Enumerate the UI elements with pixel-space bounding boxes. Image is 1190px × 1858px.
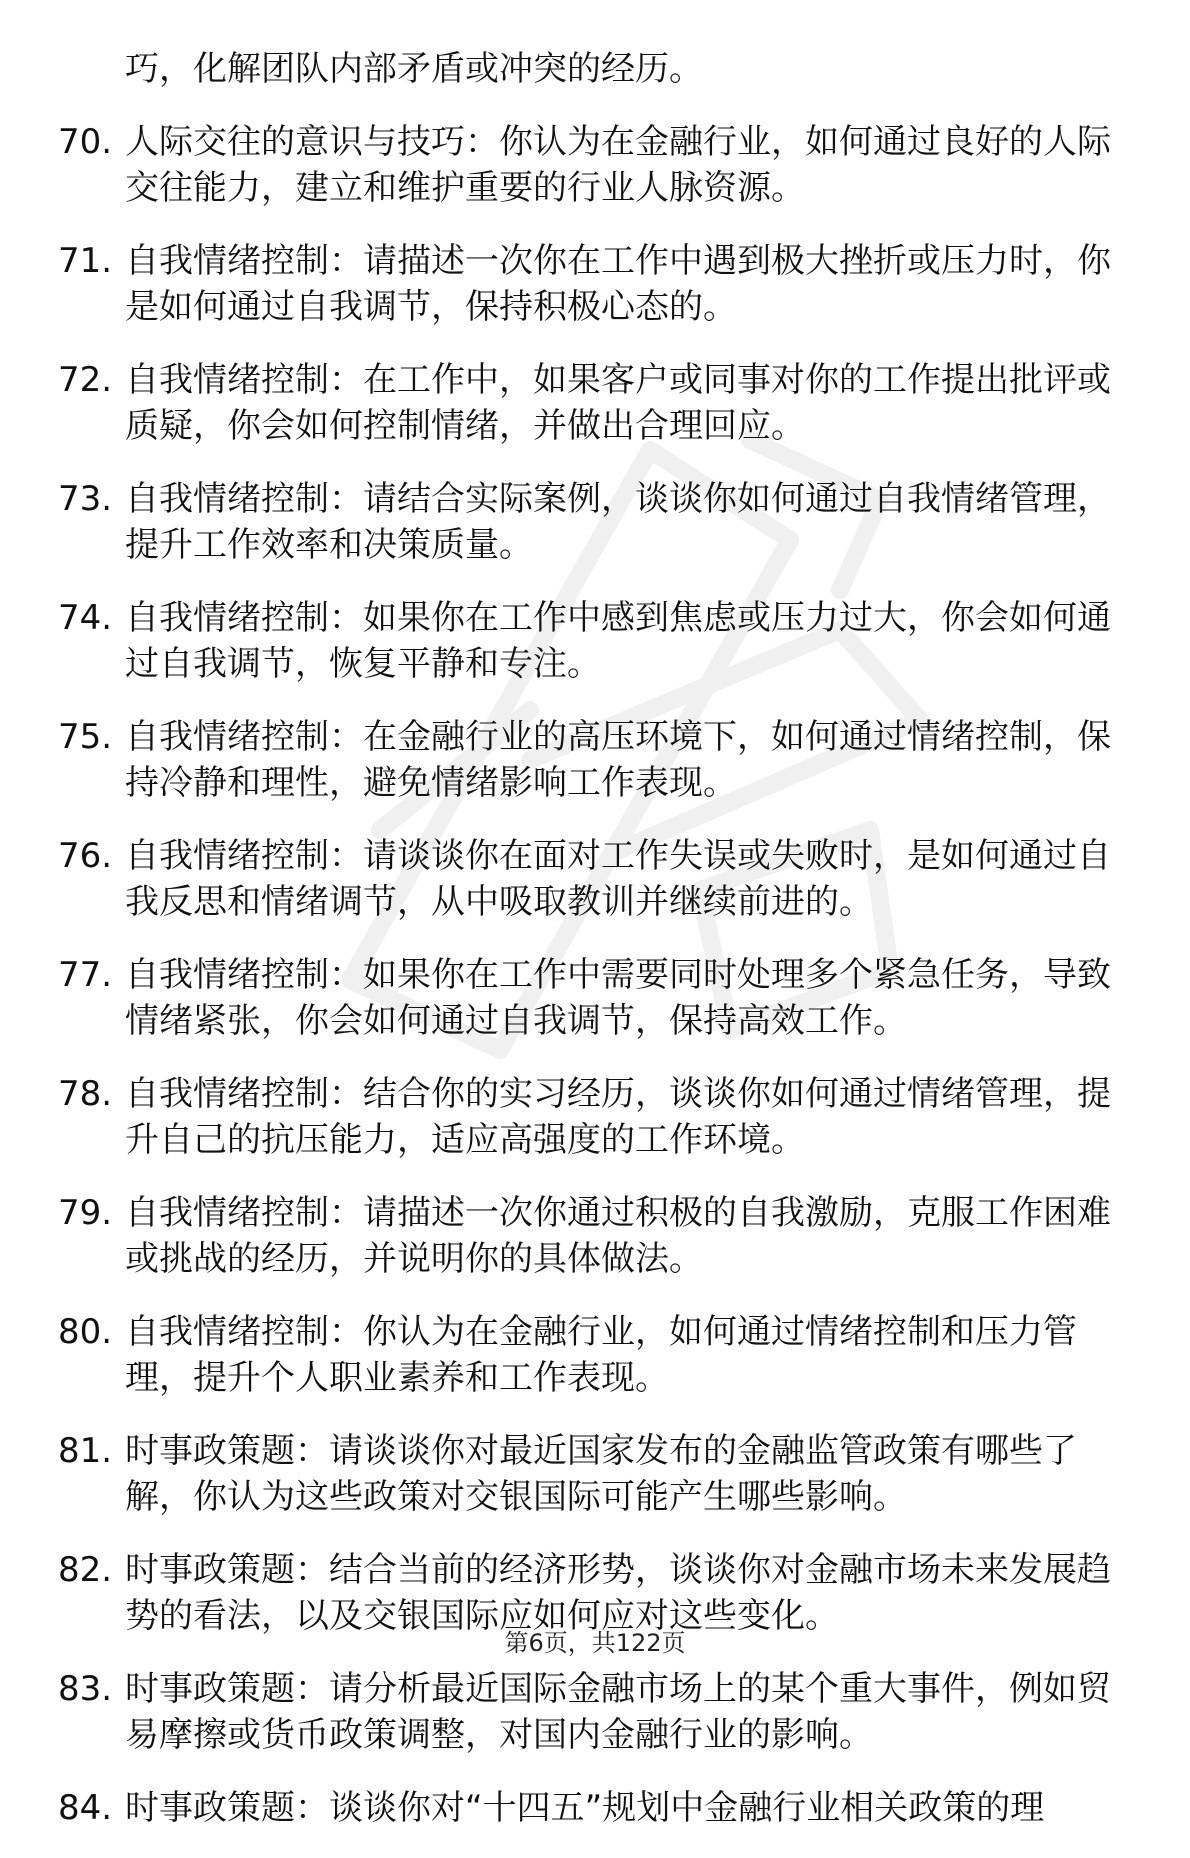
list-item-text: 自我情绪控制：如果你在工作中需要同时处理多个紧急任务，导致情绪紧张，你会如何通过自我调节，保持高效工作。 [125,955,1111,1041]
list-item-text: 自我情绪控制：请描述一次你通过积极的自我激励，克服工作困难或挑战的经历，并说明你的具体做法。 [125,1193,1111,1279]
list-item-text: 自我情绪控制：如果你在工作中感到焦虑或压力过大，你会如何通过自我调节，恢复平静和专注。 [125,598,1111,684]
document-body [58,46,1120,1858]
list-item-text: 人际交往的意识与技巧：你认为在金融行业，如何通过良好的人际交往能力，建立和维护重要的行业人脉资源。 [125,122,1111,208]
list-item-number: 80. [58,1312,113,1352]
list-item-text: 自我情绪控制：请描述一次你在工作中遇到极大挫折或压力时，你是如何通过自我调节，保持积极心态的。 [125,241,1111,327]
list-item-number: 75. [58,717,113,757]
list-item [58,119,1120,211]
list-item [58,476,1120,568]
list-item-number: 77. [58,955,113,995]
list-item [58,1666,1120,1758]
list-item-text: 自我情绪控制：请结合实际案例，谈谈你如何通过自我情绪管理，提升工作效率和决策质量。 [125,479,1111,565]
list-item [58,595,1120,687]
list-item-text: 自我情绪控制：在金融行业的高压环境下，如何通过情绪控制，保持冷静和理性，避免情绪影响工作表现。 [125,717,1111,803]
list-item [58,1428,1120,1520]
list-item-number: 79. [58,1193,113,1233]
list-item-text: 时事政策题：结合当前的经济形势，谈谈你对金融市场未来发展趋势的看法，以及交银国际应如何应对这些变化。 [125,1550,1111,1636]
page-footer: 第6页，共122页 [504,1629,686,1657]
list-item [58,714,1120,806]
list-item [58,1071,1120,1163]
list-item [58,1190,1120,1282]
list-item [58,833,1120,925]
list-item [58,1785,1120,1831]
list-item-text: 自我情绪控制：结合你的实习经历，谈谈你如何通过情绪管理，提升自己的抗压能力，适应高强度的工作环境。 [125,1074,1111,1160]
list-item-number: 81. [58,1431,113,1471]
list-item-text: 自我情绪控制：在工作中，如果客户或同事对你的工作提出批评或质疑，你会如何控制情绪，并做出合理回应。 [125,360,1111,446]
list-item [58,1547,1120,1639]
list-item-text: 自我情绪控制：你认为在金融行业，如何通过情绪控制和压力管理，提升个人职业素养和工作表现。 [125,1312,1077,1398]
list-item [58,1309,1120,1401]
list-item [58,357,1120,449]
list-item-text: 时事政策题：谈谈你对“十四五”规划中金融行业相关政策的理 [125,1788,1045,1828]
list-item-number: 78. [58,1074,113,1114]
list-item [58,238,1120,330]
list-item-text: 自我情绪控制：请谈谈你在面对工作失误或失败时，是如何通过自我反思和情绪调节，从中吸取教训并继续前进的。 [125,836,1111,922]
continued-paragraph: 巧，化解团队内部矛盾或冲突的经历。 [125,49,703,89]
list-item-number: 73. [58,479,113,519]
list-item [58,952,1120,1044]
list-item-number: 84. [58,1788,113,1828]
list-item-number: 72. [58,360,113,400]
list-item-number: 74. [58,598,113,638]
list-item-number: 70. [58,122,113,162]
list-item-text: 时事政策题：请谈谈你对最近国家发布的金融监管政策有哪些了解，你认为这些政策对交银国际可能产生哪些影响。 [125,1431,1077,1517]
list-item-number: 83. [58,1669,113,1709]
list-item-number: 82. [58,1550,113,1590]
list-item-number: 76. [58,836,113,876]
list-item-text: 时事政策题：请分析最近国际金融市场上的某个重大事件，例如贸易摩擦或货币政策调整，对国内金融行业的影响。 [125,1669,1111,1755]
list-item-number: 71. [58,241,113,281]
